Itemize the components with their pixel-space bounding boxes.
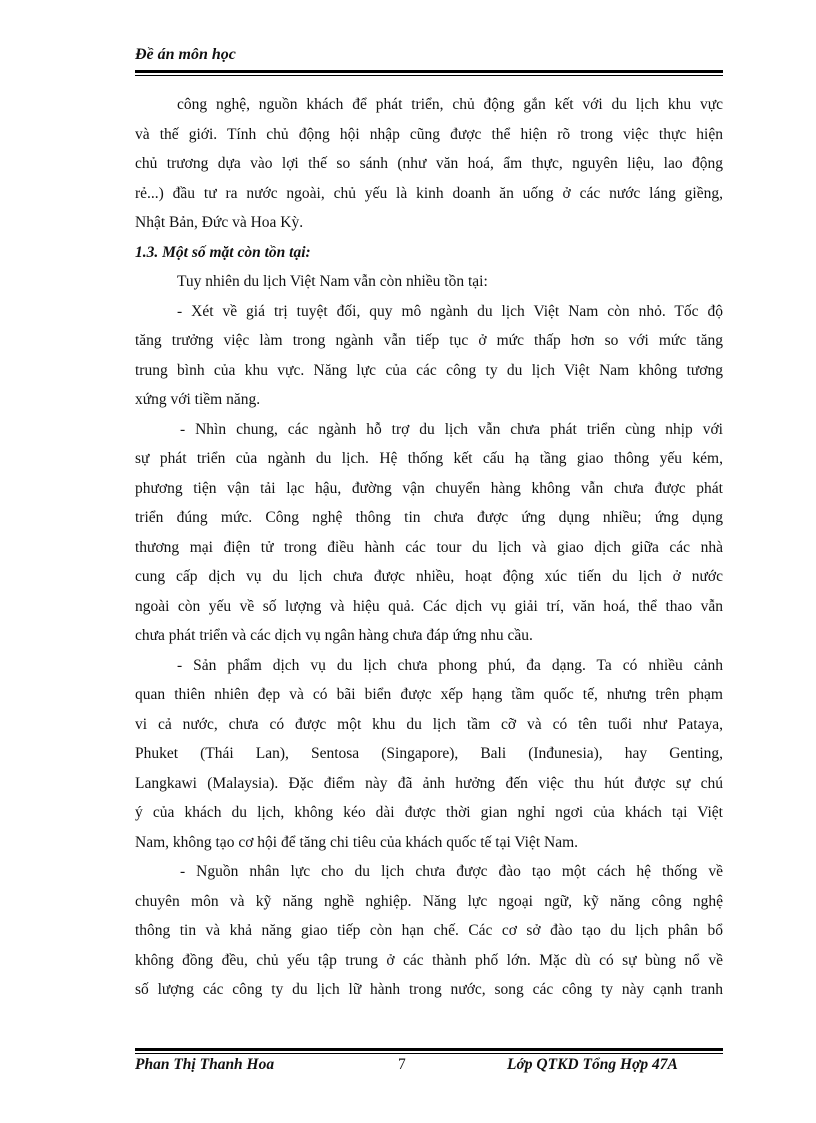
body-text-line: ngoài còn yếu về số lượng và hiệu quả. Các dịch vụ giải trí, văn hoá, thể thao vẫn xyxy=(135,597,723,615)
body-text-line: và thế giới. Tính chủ động hội nhập cũng được thể hiện rõ trong việc thực hiện xyxy=(135,125,723,143)
body-text-line: số lượng các công ty du lịch lữ hành trong nước, song các công ty này cạnh tranh xyxy=(135,981,723,998)
body-text-line: - Nhìn chung, các ngành hỗ trợ du lịch vẫn chưa phát triển cùng nhịp với xyxy=(180,420,723,438)
body-text-line: Tuy nhiên du lịch Việt Nam vẫn còn nhiều tồn tại: xyxy=(177,273,488,290)
body-text-line: Phuket (Thái Lan), Sentosa (Singapore), Bali (Inđunesia), hay Genting, xyxy=(135,745,723,762)
body-text-line: - Sản phẩm dịch vụ du lịch chưa phong phú, đa dạng. Ta có nhiều cảnh xyxy=(177,656,723,674)
body-text-line: thương mại điện tử trong điều hành các tour du lịch và giao dịch giữa các nhà xyxy=(135,538,723,556)
body-text-line: vi cả nước, chưa có được một khu du lịch tầm cỡ và có tên tuổi như Pataya, xyxy=(135,715,723,733)
body-text-line: chưa phát triển và các dịch vụ ngân hàng chưa đáp ứng nhu cầu. xyxy=(135,627,533,644)
section-heading: 1.3. Một số mặt còn tồn tại: xyxy=(135,243,311,261)
body-text-line: triển đúng mức. Công nghệ thông tin chưa được ứng dụng nhiều; ứng dụng xyxy=(135,509,723,526)
body-text-line: trung bình của khu vực. Năng lực của các công ty du lịch Việt Nam không tương xyxy=(135,361,723,379)
footer-page-number: 7 xyxy=(398,1056,406,1073)
body-text-line: ý của khách du lịch, không kéo dài được thời gian nghỉ ngơi của khách tại Việt xyxy=(135,804,723,821)
body-text-line: chuyên môn và kỹ năng nghề nghiệp. Năng lực ngoại ngữ, kỹ năng công nghệ xyxy=(135,892,723,910)
page-header-title: Đề án môn học xyxy=(135,46,236,63)
body-text-line: quan thiên nhiên đẹp và có bãi biển được xếp hạng tầm quốc tế, nhưng trên phạm xyxy=(135,686,723,703)
footer-author: Phan Thị Thanh Hoa xyxy=(135,1056,275,1073)
body-text-line: xứng với tiềm năng. xyxy=(135,391,261,408)
body-text-line: Nhật Bản, Đức và Hoa Kỳ. xyxy=(135,214,304,231)
body-text-line: Langkawi (Malaysia). Đặc điểm này đã ảnh hưởng đến việc thu hút được sự chú xyxy=(135,774,723,792)
body-text-line: Nam, không tạo cơ hội để tăng chi tiêu của khách quốc tế tại Việt Nam. xyxy=(135,833,578,851)
header-rule-thin xyxy=(135,75,723,76)
body-text-line: - Xét về giá trị tuyệt đối, quy mô ngành du lịch Việt Nam còn nhỏ. Tốc độ xyxy=(177,302,723,320)
footer-rule xyxy=(135,1048,723,1051)
body-text-line: phương tiện vận tải lạc hậu, đường vận chuyển hàng không vẫn chưa được phát xyxy=(135,479,723,497)
body-text-line: tăng trưởng việc làm trong ngành vẫn tiếp tục ở mức thấp hơn so với mức tăng xyxy=(135,332,723,349)
body-text-line: cung cấp dịch vụ du lịch chưa được nhiều, hoạt động xúc tiến du lịch ở nước xyxy=(135,568,723,585)
document-body xyxy=(135,90,723,1005)
body-text-line: thông tin và khả năng giao tiếp còn hạn chế. Các cơ sở đào tạo du lịch phân bổ xyxy=(135,922,723,939)
body-text-line: rẻ...) đầu tư ra nước ngoài, chủ yếu là kinh doanh ăn uống ở các nước láng giềng, xyxy=(135,184,723,202)
body-text-line: - Nguồn nhân lực cho du lịch chưa được đào tạo một cách hệ thống về xyxy=(180,863,723,880)
body-text-line: sự phát triển của ngành du lịch. Hệ thống kết cấu hạ tầng giao thông yếu kém, xyxy=(135,450,723,467)
header-rule xyxy=(135,70,723,73)
body-text-line: chủ trương dựa vào lợi thế so sánh (như văn hoá, ẩm thực, nguyên liệu, lao động xyxy=(135,155,723,172)
footer-rule-thin xyxy=(135,1053,723,1054)
body-text-line: không đồng đều, chủ yếu tập trung ở các thành phố lớn. Mặc dù có sự bùng nổ về xyxy=(135,951,723,969)
footer-class-name: Lớp QTKD Tổng Hợp 47A xyxy=(507,1056,678,1073)
body-text-line: công nghệ, nguồn khách để phát triển, chủ động gắn kết với du lịch khu vực xyxy=(177,96,723,113)
